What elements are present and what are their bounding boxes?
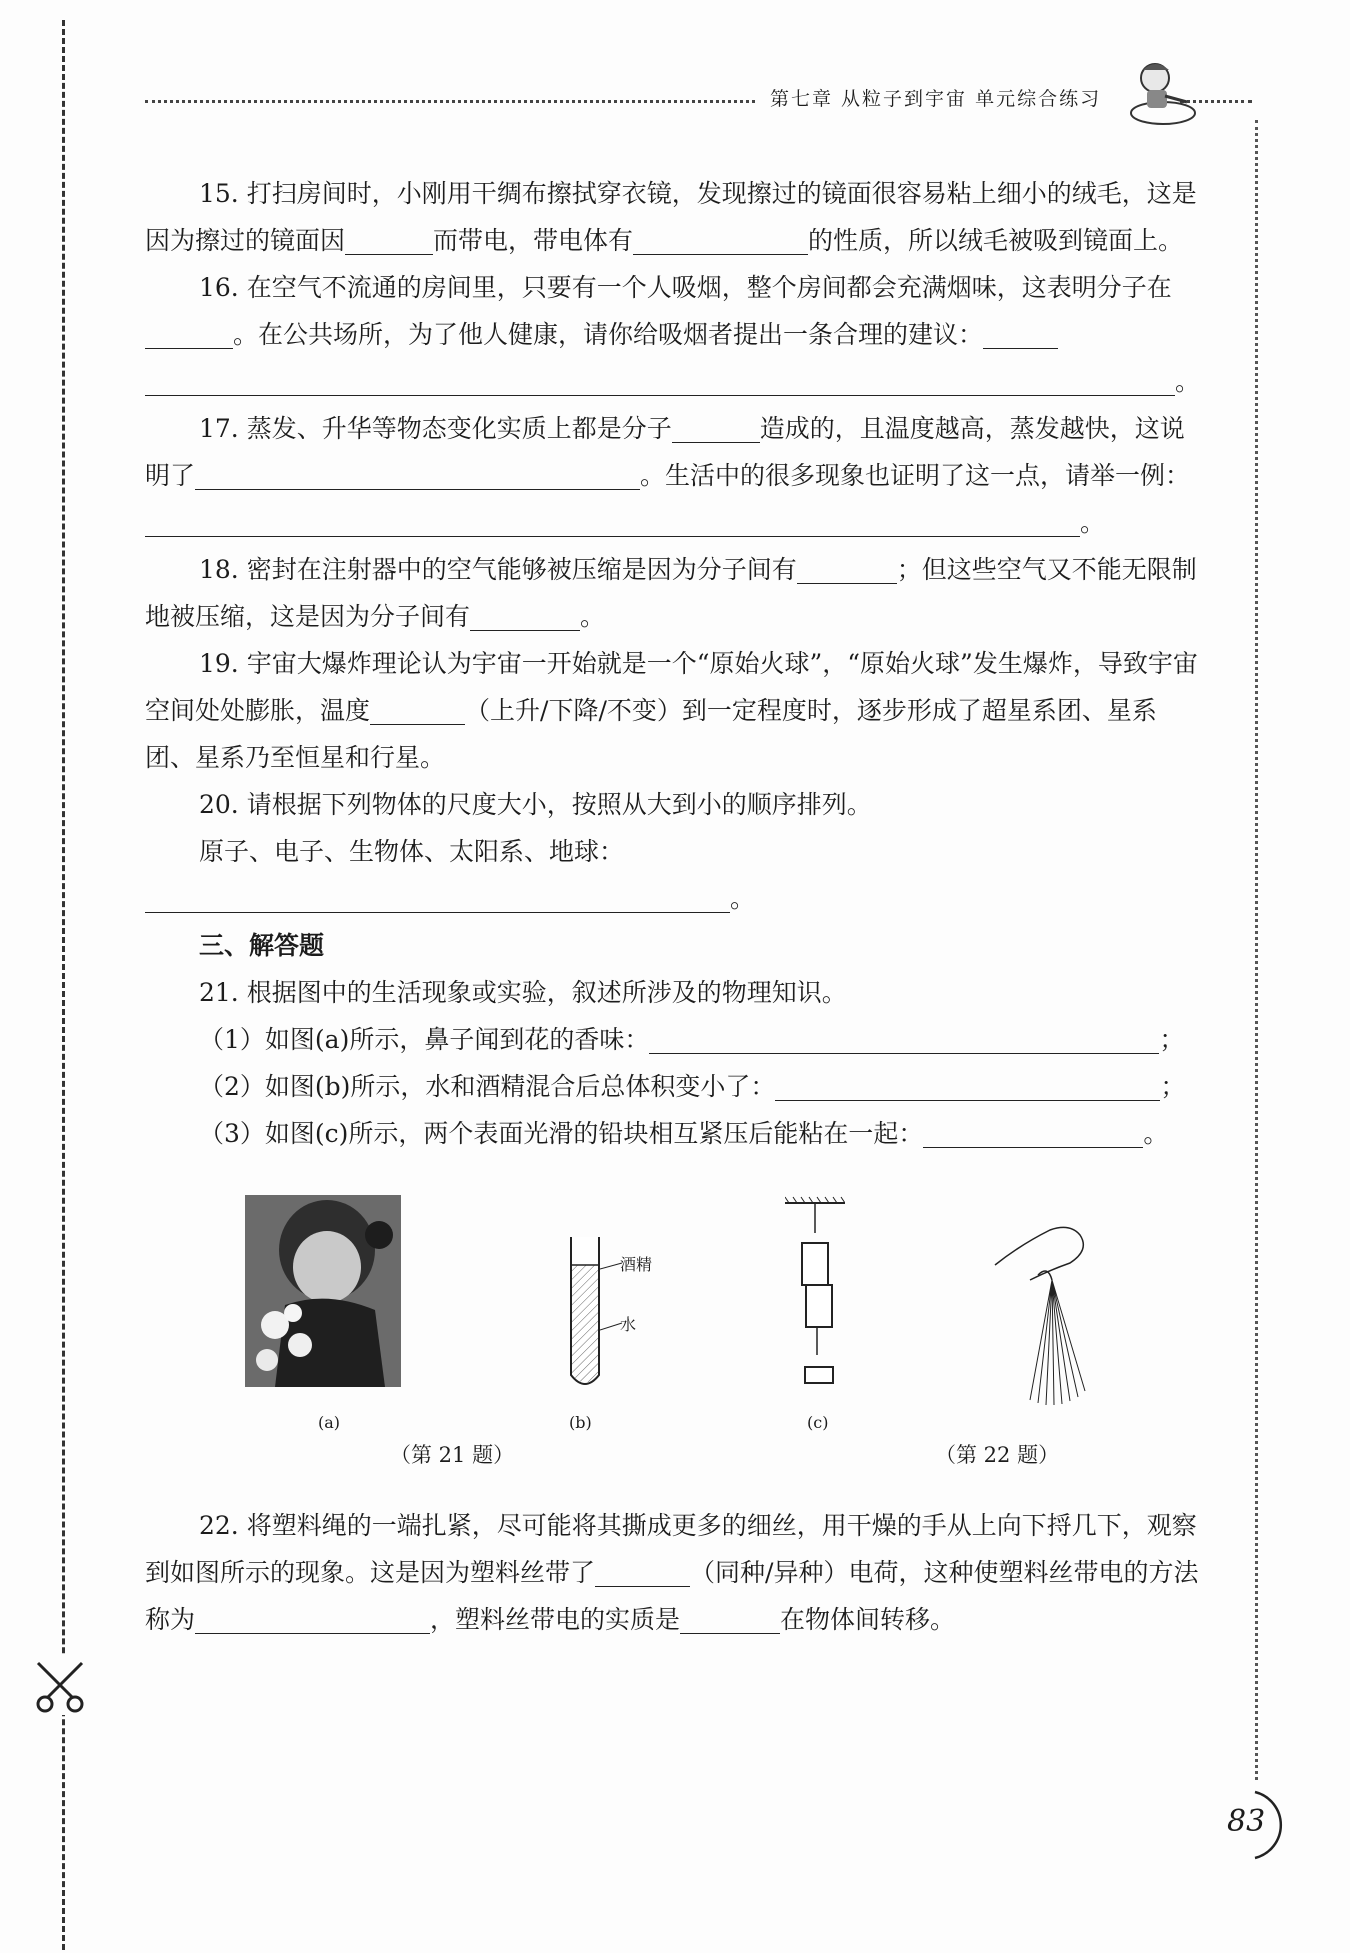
- answer-blank[interactable]: [145, 506, 1080, 537]
- question-19: 19. 宇宙大爆炸理论认为宇宙一开始就是一个“原始火球”，“原始火球”发生爆炸，导致宇宙空间处处膨胀，温度 （上升/下降/不变）到一定程度时，逐步形成了超星系团、星系团、星系乃至恒星和行星。: [145, 649, 1198, 772]
- header-dotted-rule: [145, 100, 755, 103]
- mascot-icon: [1125, 58, 1200, 128]
- answer-blank[interactable]: [633, 224, 808, 255]
- question-21-3: （3）如图(c)所示，两个表面光滑的铅块相互紧压后能粘在一起： 。: [199, 1119, 1169, 1148]
- question-16: 16. 在空气不流通的房间里，只要有一个人吸烟，整个房间都会充满烟味，这表明分子在。在公共场所，为了他人健康，请你给吸烟者提出一条合理的建议：。: [145, 264, 1200, 405]
- answer-blank[interactable]: [370, 694, 465, 725]
- answer-blank[interactable]: [195, 459, 640, 490]
- section-heading: 三、解答题: [199, 931, 325, 960]
- page-number: [1215, 1790, 1295, 1860]
- question-22: 22. 将塑料绳的一端扎紧，尽可能将其撕成更多的细丝，用干燥的手从上向下捋几下，观察到如图所示的现象。这是因为塑料丝带了 （同种/异种）电荷，这种使塑料丝带电的方法称为 ，塑料丝带电的实质是 在物体间转移。: [145, 1511, 1199, 1634]
- figure-22-caption: （第 22 题）: [935, 1443, 1060, 1467]
- question-list: [145, 170, 1200, 1157]
- page-header: [145, 90, 1270, 130]
- question-20: 20. 请根据下列物体的尺度大小，按照从大到小的顺序排列。: [199, 790, 872, 819]
- right-dotted-border: [1255, 120, 1258, 1780]
- answer-blank[interactable]: [145, 882, 730, 913]
- question-17: 17. 蒸发、升华等物态变化实质上都是分子 造成的，且温度越高，蒸发越快，这说明了 。生活中的很多现象也证明了这一点，请举一例：。: [145, 414, 1191, 537]
- answer-blank[interactable]: [983, 318, 1058, 349]
- answer-blank[interactable]: [797, 553, 897, 584]
- alcohol-label: 酒精: [620, 1255, 653, 1274]
- answer-blank[interactable]: [345, 224, 433, 255]
- question-21-1: （1）如图(a)所示，鼻子闻到花的香味： ；: [199, 1025, 1185, 1054]
- figure-c-label: (c): [807, 1413, 829, 1432]
- answer-blank[interactable]: [649, 1023, 1159, 1054]
- question-21-2: （2）如图(b)所示，水和酒精混合后总体积变小了： ；: [199, 1072, 1186, 1101]
- chapter-title: 第七章 从粒子到宇宙 单元综合练习: [770, 88, 1102, 110]
- answer-blank[interactable]: [145, 318, 233, 349]
- answer-blank[interactable]: [923, 1117, 1143, 1148]
- answer-blank[interactable]: [145, 365, 1175, 396]
- page-number-text: 83: [1227, 1804, 1266, 1839]
- answer-blank[interactable]: [195, 1603, 430, 1634]
- figure-b-test-tube: [565, 1235, 605, 1395]
- figure-21-caption: （第 21 题）: [390, 1443, 515, 1467]
- question-15: 15. 打扫房间时，小刚用干绸布擦拭穿衣镜，发现擦过的镜面很容易粘上细小的绒毛，这是因为擦过的镜面因 而带电，带电体有 的性质，所以绒毛被吸到镜面上。: [145, 179, 1197, 255]
- scissors-icon: [30, 1655, 90, 1715]
- water-label: 水: [620, 1315, 637, 1334]
- answer-blank[interactable]: [775, 1070, 1160, 1101]
- question-21: 21. 根据图中的生活现象或实验，叙述所涉及的物理知识。: [199, 978, 847, 1007]
- figure-b-label: (b): [569, 1413, 592, 1432]
- figure-c-lead-blocks: [785, 1195, 845, 1395]
- question-18: 18. 密封在注射器中的空气能够被压缩是因为分子间有 ；但这些空气又不能无限制地被压缩，这是因为分子间有 。: [145, 555, 1197, 631]
- answer-blank[interactable]: [595, 1556, 690, 1587]
- figure-a-photo: [245, 1195, 401, 1387]
- question-20-line: 原子、电子、生物体、太阳系、地球：。: [145, 828, 1200, 922]
- figures: [145, 1195, 1200, 1475]
- figure-22-plastic-strands: [990, 1225, 1110, 1425]
- answer-blank[interactable]: [672, 412, 760, 443]
- answer-blank[interactable]: [470, 600, 580, 631]
- answer-blank[interactable]: [680, 1603, 780, 1634]
- figure-a-label: (a): [318, 1413, 341, 1432]
